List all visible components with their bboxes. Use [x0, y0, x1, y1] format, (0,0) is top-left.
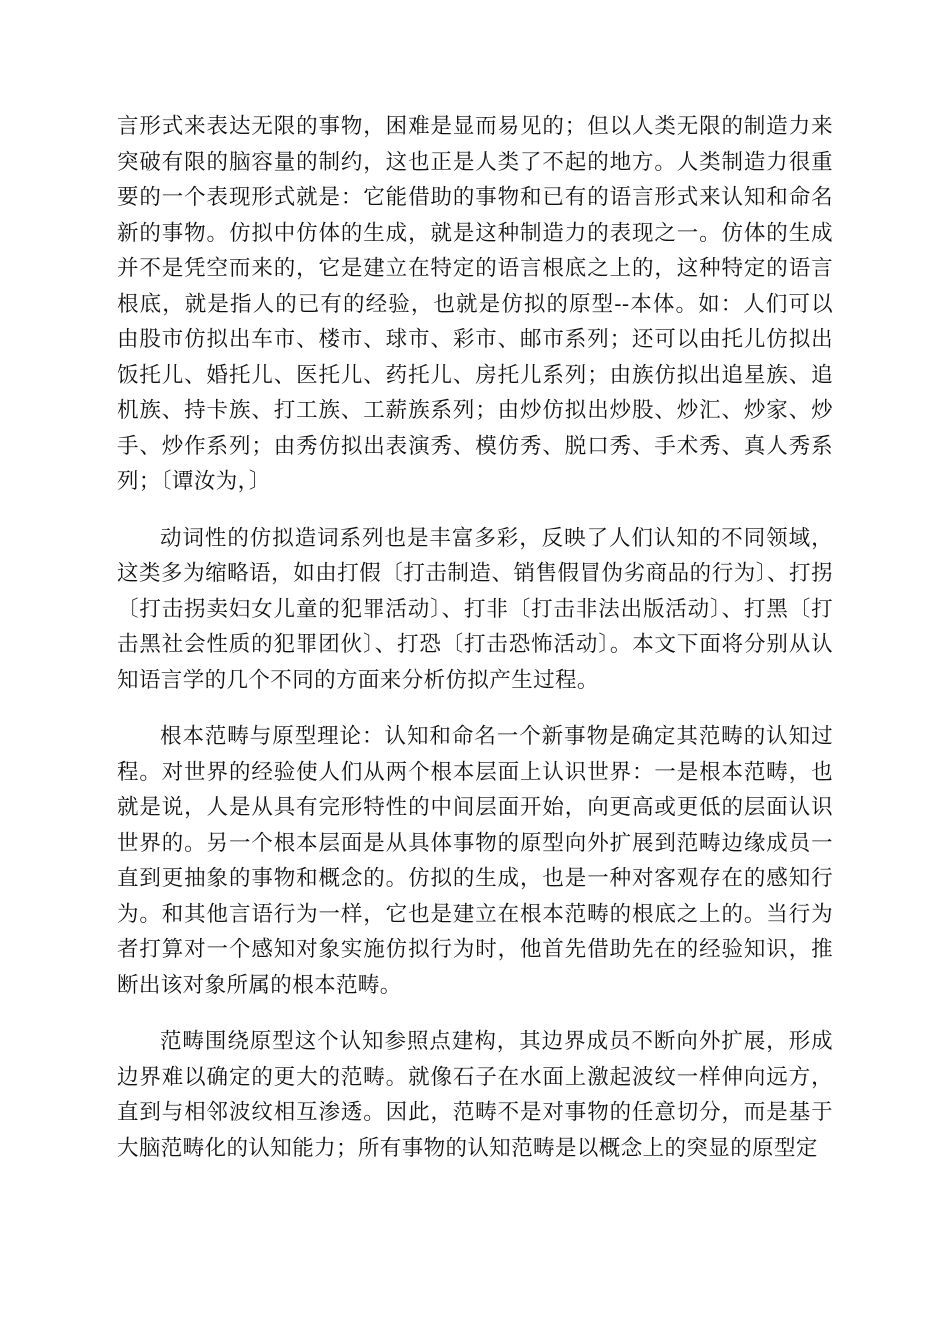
- paragraph-2: 动词性的仿拟造词系列也是丰富多彩，反映了人们认知的不同领域，这类多为缩略语，如由打假〔打击制造、销售假冒伪劣商品的行为〕、打拐〔打击拐卖妇女儿童的犯罪活动〕、打非〔打击非法出版活动〕、打黑〔打击黑社会性质的犯罪团伙〕、打恐〔打击恐怖活动〕。本文下面将分别从认知语言学的几个不同的方面来分析仿拟产生过程。: [117, 525, 833, 693]
- paragraph-4: 范畴围绕原型这个认知参照点建构，其边界成员不断向外扩展，形成边界难以确定的更大的范畴。就像石子在水面上激起波纹一样伸向远方，直到与相邻波纹相互渗透。因此，范畴不是对事物的任意切分，而是基于大脑范畴化的认知能力；所有事物的认知范畴是以概念上的突显的原型定: [117, 1029, 833, 1161]
- paragraph-3: 根本范畴与原型理论：认知和命名一个新事物是确定其范畴的认知过程。对世界的经验使人们从两个根本层面上认识世界：一是根本范畴，也就是说，人是从具有完形特性的中间层面开始，向更高或更低的层面认识世界的。另一个根本层面是从具体事物的原型向外扩展到范畴边缘成员一直到更抽象的事物和概念的。仿拟的生成，也是一种对客观存在的感知行为。和其他言语行为一样，它也是建立在根本范畴的根底之上的。当行为者打算对一个感知对象实施仿拟行为时，他首先借助先在的经验知识，推断出该对象所属的根本范畴。: [117, 724, 833, 998]
- paragraph-1: 言形式来表达无限的事物，困难是显而易见的；但以人类无限的制造力来突破有限的脑容量的制约，这也正是人类了不起的地方。人类制造力很重要的一个表现形式就是：它能借助的事物和已有的语言形式来认知和命名新的事物。仿拟中仿体的生成，就是这种制造力的表现之一。仿体的生成并不是凭空而来的，它是建立在特定的语言根底之上的，这种特定的语言根底，就是指人的已有的经验，也就是仿拟的原型--本体。如：人们可以由股市仿拟出车市、楼市、球市、彩市、邮市系列；还可以由托儿仿拟出饭托儿、婚托儿、医托儿、药托儿、房托儿系列；由族仿拟出追星族、追机族、持卡族、打工族、工薪族系列；由炒仿拟出炒股、炒汇、炒家、炒手、炒作系列；由秀仿拟出表演秀、模仿秀、脱口秀、手术秀、真人秀系列；〔谭汝为，〕: [117, 114, 833, 494]
- body-text: [117, 109, 833, 1187]
